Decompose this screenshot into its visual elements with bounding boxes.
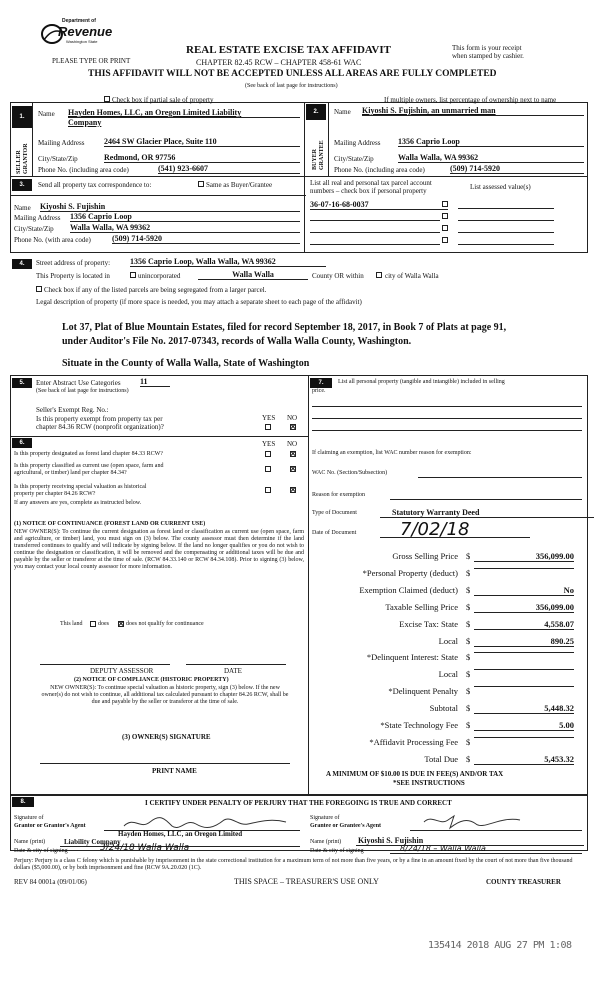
segregated-label: Check box if any of the listed parcels are being segregated from a larger parcel. [44, 286, 267, 294]
sig-grantee-label-1: Signature of [310, 815, 340, 821]
fee-label: *Affidavit Processing Fee [369, 737, 458, 747]
any-yes-note: If any answers are yes, complete as instructed below. [14, 500, 142, 506]
fee-currency: $ [466, 652, 471, 662]
current-use-q-1: Is this property classified as current use (open space, farm and [14, 463, 164, 469]
logo-state: Washington State [66, 39, 98, 44]
city-of-label: city of Walla Walla [385, 272, 439, 280]
fee-value[interactable]: 356,099.00 [474, 551, 574, 562]
rev-number: REV 84 0001a (09/01/06) [14, 878, 87, 886]
legal-description-1: Lot 37, Plat of Blue Mountain Estates, filed for record September 18, 2017, in Book 7 of Plats at page 91, [62, 322, 507, 333]
minimum-note-2: *SEE INSTRUCTIONS [393, 779, 465, 787]
section-2-num: 2. [306, 104, 326, 120]
unincorporated-label: unincorporated [138, 272, 181, 280]
section-3-num: 3. [12, 179, 32, 191]
seller-name-2[interactable]: Company [68, 118, 102, 127]
doc-type-value[interactable]: Statutory Warranty Deed [380, 508, 594, 518]
send-to-label: Send all property tax correspondence to: [38, 181, 152, 189]
sig-grantee-label-2: Grantee or Grantee's Agent [310, 823, 382, 829]
within-city-checkbox[interactable] [376, 272, 382, 278]
current-use-no-checkbox[interactable] [290, 466, 296, 472]
deputy-date-label: DATE [224, 667, 242, 675]
partial-sale-checkbox[interactable] [104, 96, 110, 102]
grantee-signature[interactable] [420, 812, 530, 837]
fee-currency: $ [466, 636, 471, 646]
doc-type-label: Type of Document [312, 510, 357, 516]
fee-value[interactable] [474, 652, 574, 653]
property-county[interactable]: Walla Walla [198, 270, 308, 280]
parcel-3-personal-checkbox[interactable] [442, 225, 448, 231]
section-8-num: 8. [12, 797, 34, 807]
buyer-name[interactable]: Kiyoshi S. Fujishin, an unmarried man [362, 106, 584, 116]
forest-no-checkbox[interactable] [290, 451, 296, 457]
legal-desc-label: Legal description of property (if more space is needed, you may attach a separate sheet to each page of the affidavit) [36, 298, 362, 306]
fee-currency: $ [466, 703, 471, 713]
receipt-note-1: This form is your receipt [452, 44, 522, 52]
sig-grantor-label-2: Grantor or Grantor's Agent [14, 823, 86, 829]
buyer-city[interactable]: Walla Walla, WA 99362 [398, 153, 584, 163]
fee-label: *Personal Property (deduct) [362, 568, 458, 578]
same-as-buyer-label: Same as Buyer/Grantee [206, 181, 273, 189]
segregated-checkbox[interactable] [36, 286, 42, 292]
fee-label: *Delinquent Interest: State [366, 652, 458, 662]
historic-yes-checkbox[interactable] [265, 487, 271, 493]
fee-currency: $ [466, 568, 471, 578]
fee-label: *Delinquent Penalty [388, 686, 458, 696]
fee-currency: $ [466, 720, 471, 730]
fee-value[interactable] [474, 686, 574, 687]
does-not-qualify-checkbox[interactable] [118, 621, 124, 627]
exempt-q1: Is this property exempt from property tax per [36, 415, 163, 423]
grantor-date-city[interactable]: 3/24/18 Walla Walla [100, 843, 190, 853]
unincorporated-checkbox[interactable] [130, 272, 136, 278]
sec3-phone[interactable]: (509) 714-5920 [112, 234, 300, 244]
abstract-label: Enter Abstract Use Categories [36, 379, 121, 387]
sec3-city-label: City/State/Zip [14, 225, 54, 233]
section-1-num: 1. [12, 106, 32, 128]
notice-2-body: NEW OWNER(S): To continue special valuation as historic property, sign (3) below. If the new owner(s) do not wish to continue, all additional tax calculated pursuant to chapter 84.26 RCW, shall be due and payable by the seller or transferor at the time of sale. [41, 685, 289, 705]
historic-q-1: Is this property receiving special valuation as historical [14, 484, 147, 490]
fee-value[interactable]: 890.25 [474, 636, 574, 647]
logo-dept: Department of [62, 18, 96, 24]
see-back: (See back of last page for instructions) [245, 83, 338, 89]
buyer-name-label: Name [334, 108, 351, 116]
seller-city[interactable]: Redmond, OR 97756 [104, 153, 300, 163]
buyer-phone-label: Phone No. (including area code) [334, 166, 425, 174]
fee-value[interactable]: 5.00 [474, 720, 574, 731]
legal-description-2: under Auditor's File No. 2017-07343, records of Walla Walla County, Washington. [62, 336, 412, 347]
abstract-note: (See back of last page for instructions) [36, 388, 129, 394]
grantee-date-city[interactable]: 8/24/18 – Walla Walla [400, 844, 486, 853]
fee-currency: $ [466, 551, 471, 561]
seller-name-label: Name [38, 110, 55, 118]
property-street[interactable]: 1356 Caprio Loop, Walla Walla, WA 99362 [130, 257, 326, 267]
fee-label: Taxable Selling Price [385, 602, 458, 612]
current-use-yes-checkbox[interactable] [265, 466, 271, 472]
exempt-no: NO [287, 414, 298, 422]
personal-property-label-2: price. [312, 388, 326, 394]
located-prefix: This Property is located in [36, 272, 110, 280]
doc-date-label: Date of Document [312, 530, 357, 536]
form-chapter: CHAPTER 82.45 RCW – CHAPTER 458-61 WAC [196, 58, 362, 67]
forest-yes-checkbox[interactable] [265, 451, 271, 457]
fee-currency: $ [466, 737, 471, 747]
notice-2-title: (2) NOTICE OF COMPLIANCE (HISTORIC PROPERTY) [74, 677, 229, 683]
parcel-list-label-2: numbers – check box if personal property [310, 187, 427, 195]
fee-value[interactable] [474, 669, 574, 670]
does-not-label: does not qualify for continuance [126, 621, 204, 627]
historic-no-checkbox[interactable] [290, 487, 296, 493]
same-as-buyer-checkbox[interactable] [198, 181, 204, 187]
buyer-mail-label: Mailing Address [334, 139, 381, 147]
sec3-mail-label: Mailing Address [14, 214, 61, 222]
doc-date-value[interactable]: 7/02/18 [400, 519, 470, 540]
partial-sale-label: Check box if partial sale of property [112, 96, 214, 104]
wac-label: WAC No. (Section/Subsection) [312, 470, 388, 476]
parcel-number-1[interactable]: 36-07-16-68-0037 [310, 200, 448, 210]
exempt-q2: chapter 84.36 RCW (nonprofit organization)? [36, 423, 164, 431]
fee-value[interactable]: 356,099.00 [474, 602, 574, 613]
fee-label: Local [438, 669, 458, 679]
notice-1-body: NEW OWNER(S): To continue the current designation as forest land or classification as current use (open space, farm and agriculture, or timber) land, you must sign on (3) below. The county assessor must then determine if the land transferred continues to qualify and will indicate by signing below. If the land no longer qualifies or you do not wish to continue the designation or classification, it will be removed and the compensating or additional taxes will be due and payable by the seller or transferor at the time of sale. (RCW 84.33.140 or RCW 84.34.108). Prior to signing (3) below, you may contact your local county assessor for more information. [14, 529, 304, 570]
county-or-label: County OR within [312, 272, 364, 280]
fee-label: Excise Tax: State [399, 619, 458, 629]
buyer-phone[interactable]: (509) 714-5920 [450, 164, 584, 174]
does-qualify-checkbox[interactable] [90, 621, 96, 627]
multi-owners-note: If multiple owners, list percentage of ownership next to name [384, 96, 557, 104]
owners-signature-label: (3) OWNER(S) SIGNATURE [122, 733, 211, 741]
forest-question: Is this property designated as forest land chapter 84.33 RCW? [14, 451, 163, 457]
sec3-name-label: Name [14, 204, 31, 212]
form-title: REAL ESTATE EXCISE TAX AFFIDAVIT [186, 44, 391, 56]
fee-currency: $ [466, 669, 471, 679]
fee-currency: $ [466, 686, 471, 696]
sig-grantor-label-1: Signature of [14, 815, 44, 821]
parcel-list-label-1: List all real and personal tax parcel account [310, 179, 432, 187]
sec3-city[interactable]: Walla Walla, WA 99362 [70, 223, 300, 233]
seller-phone[interactable]: (541) 923-6607 [158, 164, 300, 174]
grantor-print-1: Hayden Homes, LLC, an Oregon Limited [118, 830, 243, 838]
sec3-mail[interactable]: 1356 Caprio Loop [70, 212, 300, 222]
historic-q-2: property per chapter 84.26 RCW? [14, 491, 96, 497]
personal-property-label-1: List all personal property (tangible and intangible) included in selling [338, 379, 505, 385]
minimum-note-1: A MINIMUM OF $10.00 IS DUE IN FEE(S) AND/OR TAX [326, 770, 504, 778]
fee-currency: $ [466, 602, 471, 612]
street-label: Street address of property: [36, 259, 111, 267]
section-6-num: 6. [12, 438, 32, 448]
seller-grantor-label: SELLER GRANTOR [16, 143, 29, 174]
section-5-num: 5. [12, 378, 32, 388]
this-land-label: This land [60, 621, 83, 627]
seller-mail-label: Mailing Address [38, 139, 85, 147]
abstract-value[interactable]: 11 [140, 377, 170, 387]
seller-name-1[interactable]: Hayden Homes, LLC, an Oregon Limited Liability [68, 108, 300, 118]
fee-label: Local [438, 636, 458, 646]
grantee-print[interactable]: Kiyoshi S. Fujishin [356, 836, 584, 846]
does-label: does [98, 621, 109, 627]
assessed-value-label: List assessed value(s) [470, 183, 531, 191]
sec6-yes: YES [262, 440, 276, 448]
fee-value[interactable] [474, 737, 574, 738]
exempt-no-checkbox[interactable] [290, 424, 296, 430]
recording-stamp: 135414 2018 AUG 27 PM 1:08 [428, 940, 572, 951]
print-name-label: PRINT NAME [152, 767, 197, 775]
sec3-phone-label: Phone No. (with area code) [14, 236, 91, 244]
fee-label: *State Technology Fee [380, 720, 458, 730]
grantee-date-city-label: Date & city of signing [310, 848, 364, 854]
receipt-note-2: when stamped by cashier. [452, 52, 524, 60]
parcel-1-personal-checkbox[interactable] [442, 201, 448, 207]
dor-logo [40, 14, 113, 48]
parcel-2-personal-checkbox[interactable] [442, 213, 448, 219]
fee-value[interactable] [474, 568, 574, 569]
please-type: PLEASE TYPE OR PRINT [52, 57, 131, 65]
fee-value[interactable]: 4,558.07 [474, 619, 574, 630]
buyer-mail[interactable]: 1356 Caprio Loop [398, 137, 584, 147]
fee-value[interactable]: No [474, 585, 574, 596]
fee-currency: $ [466, 585, 471, 595]
exempt-yes: YES [262, 414, 276, 422]
grantor-date-city-label: Date & city of signing [14, 848, 68, 854]
fee-currency: $ [466, 619, 471, 629]
current-use-q-2: agricultural, or timber) land per chapter 84.34? [14, 470, 127, 476]
treasurer-use-label: THIS SPACE – TREASURER'S USE ONLY [234, 877, 379, 886]
seller-phone-label: Phone No. (including area code) [38, 166, 129, 174]
parcel-4-personal-checkbox[interactable] [442, 237, 448, 243]
exemption-claim-label: If claiming an exemption, list WAC number reason for exemption: [312, 450, 472, 456]
certify-statement: I CERTIFY UNDER PENALTY OF PERJURY THAT THE FOREGOING IS TRUE AND CORRECT [145, 799, 452, 807]
section-4-num: 4. [12, 259, 32, 269]
perjury-note: Perjury: Perjury is a class C felony which is punishable by imprisonment in the state correctional institution for a maximum term of not more than five years, or by a fine in an amount fixed by the court of not more than five thousand dollars ($5,000.00), or by both imprisonment and fine (RCW 9A.20.020 (1C). [14, 858, 573, 871]
reason-label: Reason for exemption [312, 492, 365, 498]
fee-label: Gross Selling Price [392, 551, 458, 561]
sec3-name[interactable]: Kiyoshi S. Fujishin [40, 202, 300, 212]
buyer-city-label: City/State/Zip [334, 155, 374, 163]
form-warning: THIS AFFIDAVIT WILL NOT BE ACCEPTED UNLESS ALL AREAS ARE FULLY COMPLETED [88, 69, 497, 79]
fee-label: Exemption Claimed (deduct) [359, 585, 458, 595]
fee-label: Subtotal [429, 703, 458, 713]
fee-label: Total Due [424, 754, 458, 764]
deputy-assessor-label: DEPUTY ASSESSOR [90, 667, 154, 675]
section-7-num: 7. [310, 378, 332, 388]
notice-1-title: (1) NOTICE OF CONTINUANCE (FOREST LAND OR CURRENT USE) [14, 521, 206, 527]
sec6-no: NO [287, 440, 298, 448]
fee-value[interactable]: 5,453.32 [474, 754, 574, 765]
logo-word: Revenue [58, 24, 113, 39]
grantor-name-print-label: Name (print) [14, 839, 46, 845]
exempt-yes-checkbox[interactable] [265, 424, 271, 430]
buyer-grantee-label: BUYER GRANTEE [312, 140, 325, 170]
grantor-print-2: Liability Company [64, 838, 121, 846]
grantee-name-print-label: Name (print) [310, 839, 342, 845]
exempt-reg-label: Seller's Exempt Reg. No.: [36, 406, 109, 414]
fee-value[interactable]: 5,448.32 [474, 703, 574, 714]
situate-line: Situate in the County of Walla Walla, State of Washington [62, 358, 310, 369]
county-treasurer-label: COUNTY TREASURER [486, 878, 561, 886]
fee-currency: $ [466, 754, 471, 764]
seller-mail[interactable]: 2464 SW Glacier Place, Suite 110 [104, 137, 300, 147]
seller-city-label: City/State/Zip [38, 155, 78, 163]
